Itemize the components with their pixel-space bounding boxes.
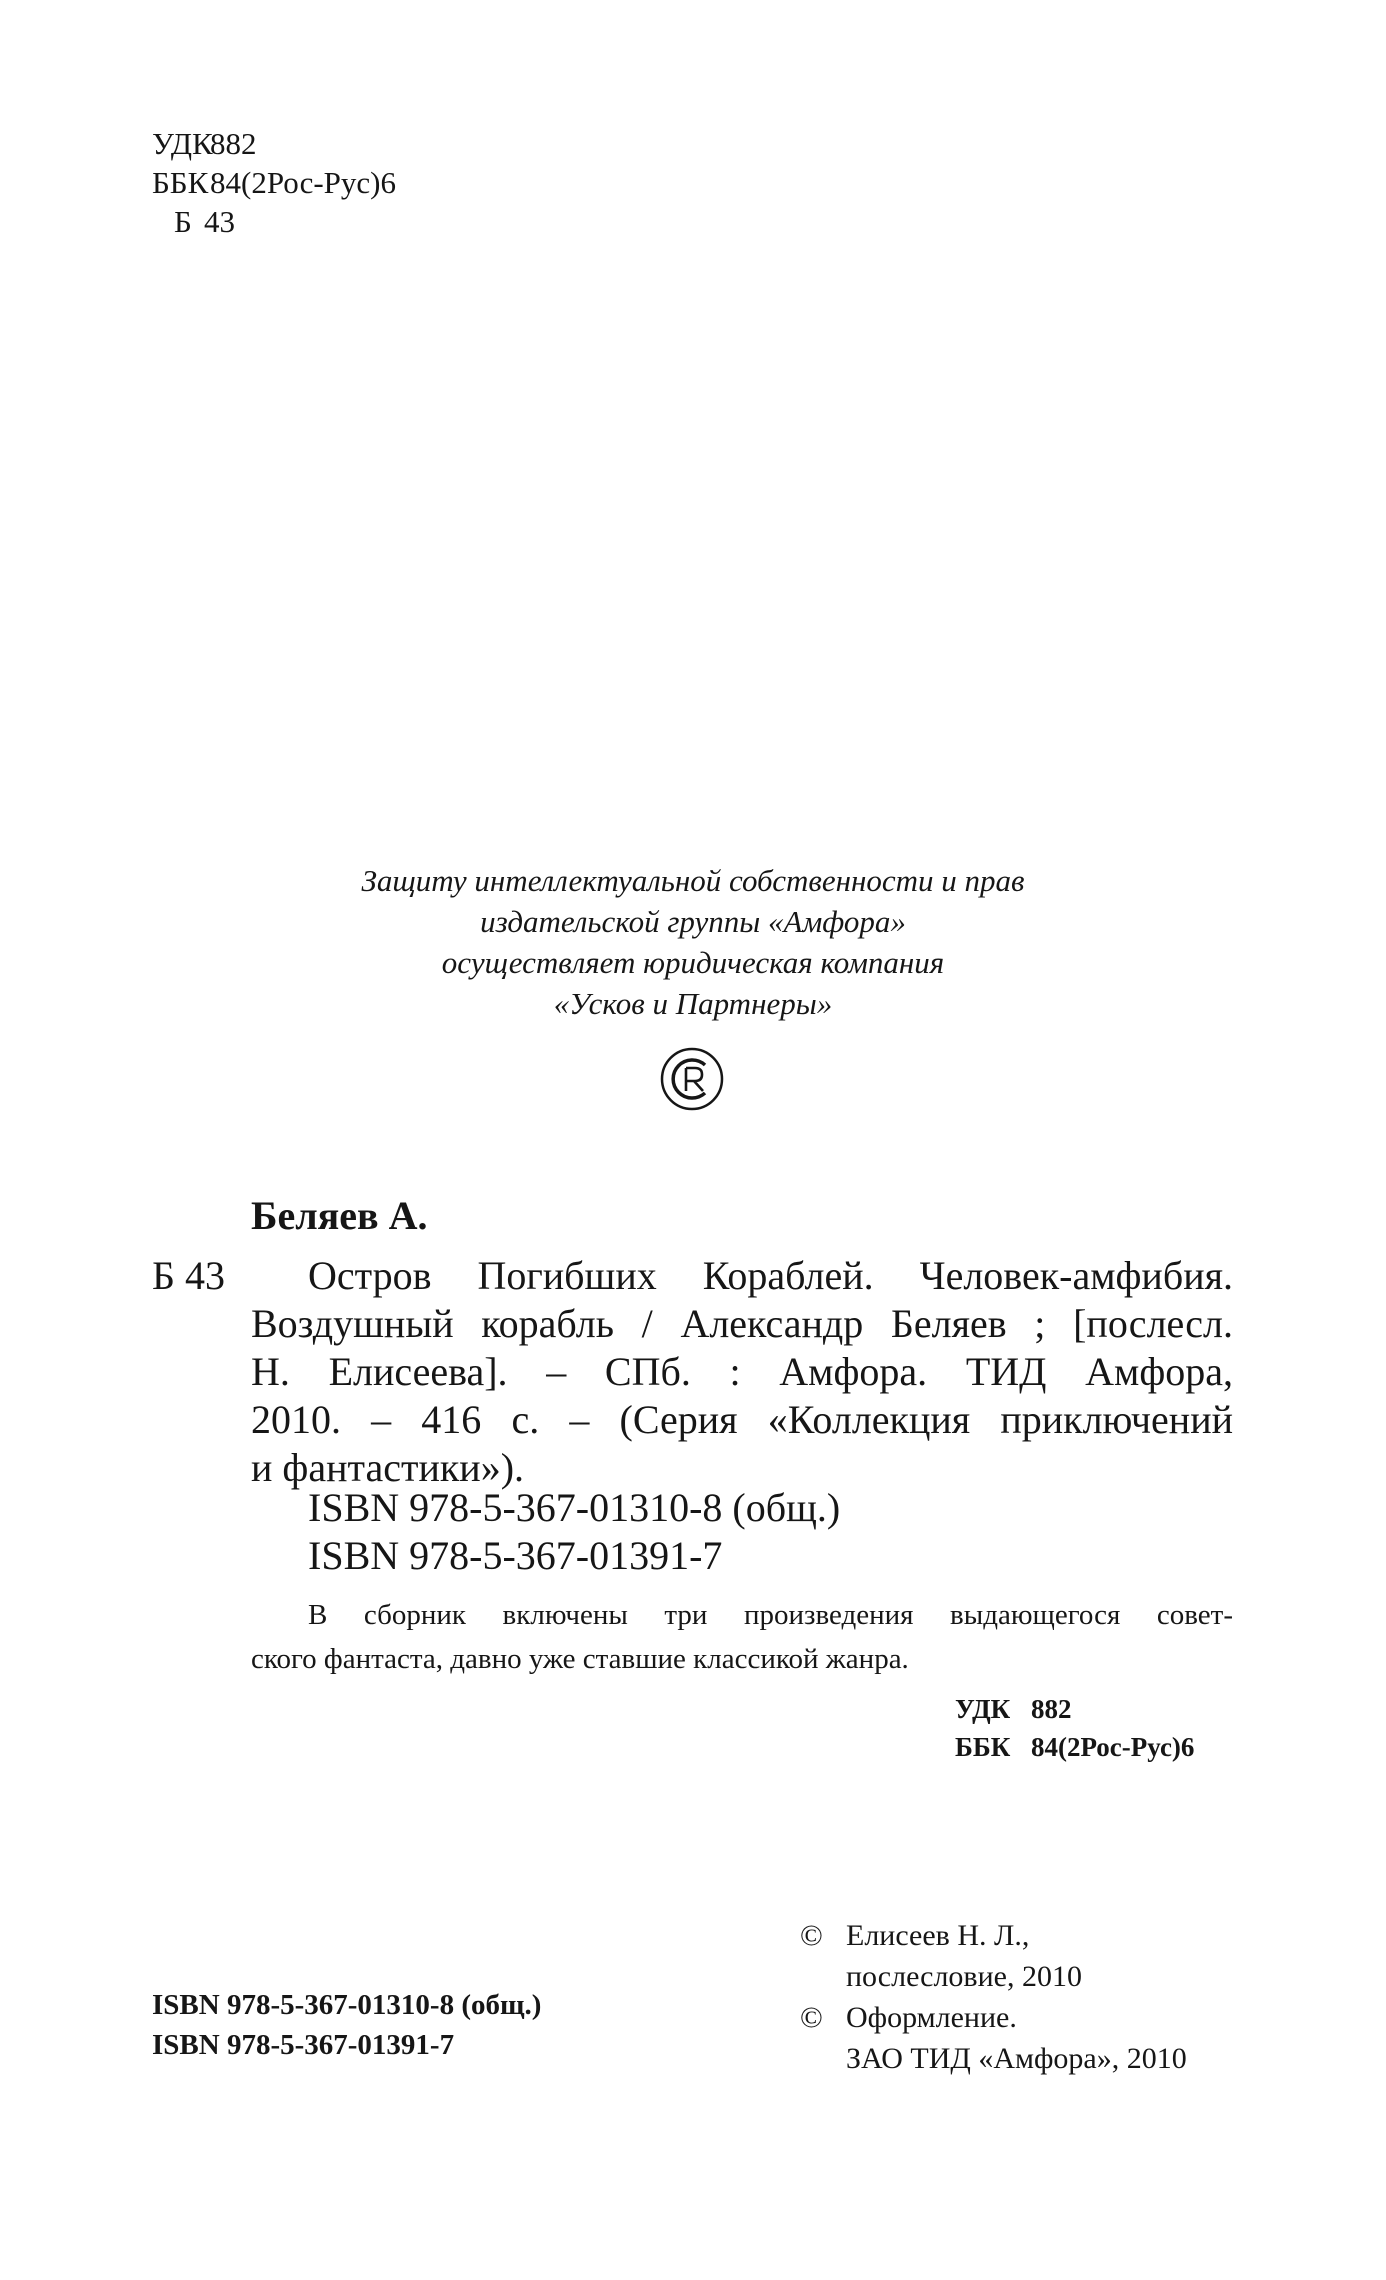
legal-notice	[0, 860, 1386, 1024]
catalog-mark: Б 43	[152, 1253, 225, 1298]
copyright-text: послесловие, 2010	[846, 1960, 1082, 1993]
author-mark-label: Б	[174, 204, 192, 239]
bottom-bbk-row	[955, 1728, 1194, 1766]
copyright-text: Оформление.	[846, 2001, 1017, 2034]
copyright-r-logo-icon	[659, 1046, 725, 1112]
annotation	[251, 1593, 1233, 1681]
catalog-isbn-1: ISBN 978-5-367-01310-8 (общ.)	[308, 1485, 841, 1530]
copyright-text: ЗАО ТИД «Амфора», 2010	[846, 2042, 1187, 2075]
udk-row	[152, 124, 396, 163]
annotation-line: ского фантаста, давно уже ставшие классикой жанра.	[251, 1643, 909, 1675]
bbk-label: ББК	[152, 165, 209, 200]
udk-label: УДК	[152, 126, 213, 161]
copyright-icon: ©	[800, 2001, 823, 2034]
description-line: 2010. – 416 с. – (Серия «Коллекция приключений	[251, 1397, 1233, 1442]
bottom-udk-label: УДК	[955, 1694, 1011, 1724]
bottom-bbk-value: 84(2Рос-Рус)6	[1031, 1732, 1195, 1762]
udk-value: 882	[210, 126, 257, 161]
bottom-bbk-label: ББК	[955, 1732, 1011, 1762]
catalog-author: Беляев А.	[251, 1193, 428, 1238]
bbk-row	[152, 163, 396, 202]
catalog-isbn-block	[308, 1484, 840, 1580]
bbk-value: 84(2Рос-Рус)6	[210, 165, 396, 200]
bottom-isbn-block	[152, 1985, 541, 2065]
copyright-icon: ©	[800, 1919, 823, 1952]
legal-notice-line: издательской группы «Амфора»	[480, 904, 906, 939]
copyright-text: Елисеев Н. Л.,	[846, 1919, 1030, 1952]
top-classification	[152, 124, 396, 241]
bottom-isbn-1: ISBN 978-5-367-01310-8 (общ.)	[152, 1989, 542, 2021]
copyright-entry	[800, 1915, 1187, 1956]
bottom-classification	[955, 1690, 1194, 1766]
description-line: Воздушный корабль / Александр Беляев ; [послесл.	[251, 1301, 1233, 1346]
description-line: и фантастики»).	[251, 1445, 525, 1490]
legal-notice-line: осуществляет юридическая компания	[441, 945, 945, 980]
copyright-entry	[800, 1997, 1187, 2038]
author-mark-value: 43	[204, 204, 235, 239]
description-line: Остров Погибших Кораблей. Человек-амфибия.	[308, 1253, 1233, 1298]
annotation-line: В сборник включены три произведения выдающегося совет-	[308, 1599, 1233, 1631]
copyright-block	[800, 1915, 1187, 2079]
legal-notice-line: «Усков и Партнеры»	[553, 986, 833, 1021]
copyright-entry-cont	[800, 1956, 1187, 1997]
bottom-udk-value: 882	[1031, 1694, 1072, 1724]
catalog-description	[251, 1252, 1233, 1492]
copyright-entry-cont	[800, 2038, 1187, 2079]
author-mark-row	[152, 202, 396, 241]
legal-notice-line: Защиту интеллектуальной собственности и прав	[361, 863, 1025, 898]
bottom-udk-row	[955, 1690, 1194, 1728]
description-line: Н. Елисеева]. – СПб. : Амфора. ТИД Амфора,	[251, 1349, 1233, 1394]
catalog-isbn-2: ISBN 978-5-367-01391-7	[308, 1533, 723, 1578]
bottom-isbn-2: ISBN 978-5-367-01391-7	[152, 2029, 455, 2061]
